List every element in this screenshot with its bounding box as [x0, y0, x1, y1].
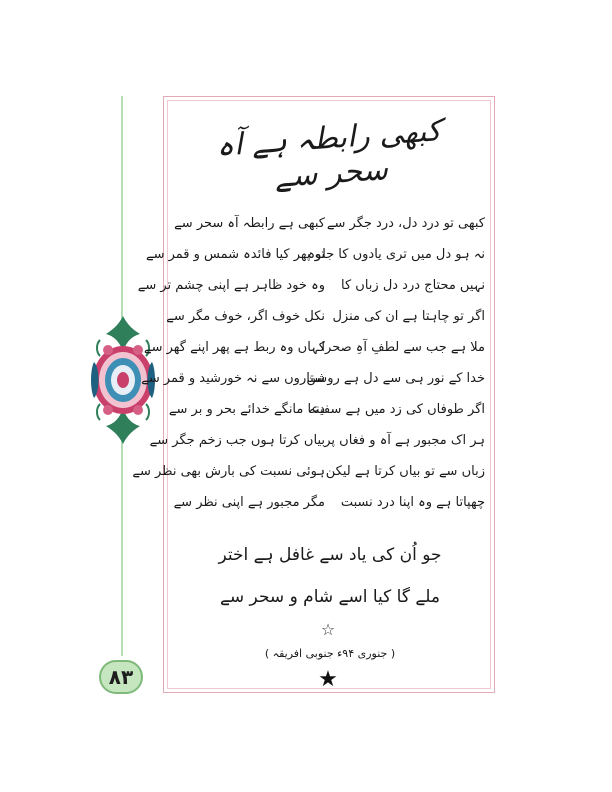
- misra-first: چھپاتا ہے وہ اپنا درد نسبت: [340, 495, 485, 510]
- poem-title: کبھی رابطہ ہے آہ سحر سے: [215, 113, 443, 195]
- page-number: ۸۳: [99, 660, 143, 694]
- misra-second: ہوئی نسبت کی بارش بھی نظر سے: [132, 464, 325, 479]
- final-couplet-line-2: ملے گا کیا اسے شام و سحر سے: [219, 587, 441, 607]
- composition-date: ( جنوری ۹۴ء جنوبی افریقہ ): [264, 647, 396, 660]
- couplet: [137, 274, 485, 298]
- misra-second: وہ خود ظاہر ہے اپنی چشم تر سے: [137, 278, 325, 293]
- misra-first: کبھی تو درد دل، درد جگر سے: [326, 216, 485, 231]
- misra-first: زباں سے تو بیاں کرتا ہے لیکن: [325, 464, 485, 479]
- couplet: [175, 491, 485, 515]
- couplet: [166, 305, 485, 329]
- misra-second: کہاں وہ ربط ہے پھر اپنے گھر سے: [143, 340, 325, 355]
- misra-first: اگر طوفاں کی زد میں ہے سفینہ: [308, 402, 485, 417]
- couplet: [175, 212, 485, 236]
- misra-first: نہ ہو دل میں تری یادوں کا جلوہ: [307, 247, 485, 262]
- star-solid-icon: ★: [318, 667, 338, 692]
- couplet: [143, 336, 485, 360]
- misra-first: ملا ہے جب سے لطفِ آہِ صحرا: [321, 340, 485, 355]
- misra-first: اگر تو چاہتا ہے ان کی منزل: [332, 309, 485, 324]
- couplet: [141, 367, 485, 391]
- misra-second: ستاروں سے نہ خورشید و قمر سے: [141, 371, 325, 386]
- couplet: [168, 398, 485, 422]
- couplet: [149, 429, 485, 453]
- misra-second: تو پھر کیا فائدہ شمس و قمر سے: [145, 247, 325, 262]
- final-couplet-line-1: جو اُن کی یاد سے غافل ہے اختر: [218, 545, 442, 565]
- misra-second: بیاں کرتا ہوں جب زخم جگر سے: [149, 433, 325, 448]
- misra-first: خدا کے نور ہی سے دل ہے روشن: [306, 371, 485, 386]
- misra-first: ہر اک مجبور ہے آہ و فغاں پر: [324, 433, 485, 448]
- misra-second: نکل خوف اگر، خوف مگر سے: [166, 309, 325, 324]
- couplet: [145, 243, 485, 267]
- misra-first: نہیں محتاج درد دل زباں کا: [341, 278, 485, 293]
- misra-second: کبھی ہے رابطہ آہ سحر سے: [174, 216, 325, 231]
- misra-second: دعا مانگے خدائے بحر و بر سے: [168, 402, 325, 417]
- misra-second: مگر مجبور ہے اپنی نظر سے: [173, 495, 325, 510]
- couplet: [132, 460, 485, 484]
- star-outline-icon: ☆: [320, 620, 336, 639]
